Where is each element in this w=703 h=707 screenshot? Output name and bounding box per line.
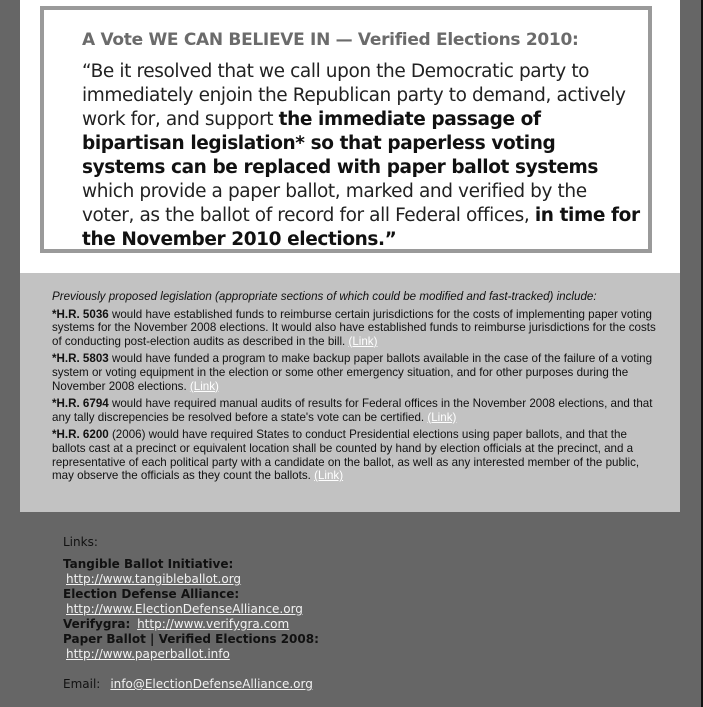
bill-item: *H.R. 5036 would have established funds to reimburse certain jurisdictions for the costs of implementing paper voting systems for the November 2008 elections. It would also have established funds to reimburse jurisdictions for the costs of conducting post-election audits as described in the bill. (Link): [52, 307, 656, 348]
email-label: Email:: [63, 677, 101, 691]
bill-item: *H.R. 5803 would have funded a program to make backup paper ballots available in the case of the failure of a voting system or voting equipment in the election or some other emergency situation, and for other purposes during the November 2008 elections. (Link): [52, 352, 653, 393]
link-url[interactable]: http://www.paperballot.info: [66, 647, 230, 661]
link-url[interactable]: http://www.tangibleballot.org: [66, 572, 242, 586]
link-org: Tangible Ballot Initiative:: [63, 557, 234, 571]
link-url[interactable]: http://www.verifygra.com: [137, 617, 290, 631]
bill-link[interactable]: (Link): [189, 379, 219, 393]
legislation-panel: [20, 273, 680, 512]
resolution-title: A Vote WE CAN BELIEVE IN — Verified Elections 2010:: [82, 30, 579, 50]
bill-link[interactable]: (Link): [314, 469, 344, 483]
resolution-text: “Be it resolved that we call upon the Democratic party to immediately enjoin the Republican party to demand, actively work for, and support the immediate passage of bipartisan legislation* so that paperless voting systems can be replaced with paper ballot systems which provide a paper ballot, marked and verified by the voter, as the ballot of record for all Federal offices, in time for the November 2010 elections.”: [82, 61, 640, 250]
bill-link[interactable]: (Link): [427, 410, 457, 424]
link-org: Verifygra:: [63, 617, 131, 631]
email-row: [63, 677, 313, 691]
bill-link[interactable]: (Link): [348, 334, 378, 348]
links-section: [63, 535, 319, 662]
link-org: Election Defense Alliance:: [63, 587, 240, 601]
link-org: Paper Ballot | Verified Elections 2008:: [63, 632, 319, 646]
links-label: Links:: [63, 535, 98, 549]
bill-item: *H.R. 6200 (2006) would have required States to conduct Presidential elections using paper ballots, and that the ballots cast at a precinct or equivalent location shall be counted by hand by election officials at the precinct, and a representative of each political party with a candidate on the ballot, as well as any interested member of the public, may observe the officials as they count the ballots. (Link): [52, 428, 640, 483]
resolution-box: [40, 6, 652, 253]
legislation-intro: Previously proposed legislation (appropriate sections of which could be modified and fast-tracked) include:: [52, 290, 597, 303]
bill-item: *H.R. 6794 would have required manual audits of results for Federal offices in the November 2008 elections, and that any tally discrepencies be resolved before a state's vote can be certified. (Link): [52, 397, 653, 424]
email-link[interactable]: info@ElectionDefenseAlliance.org: [110, 677, 313, 691]
link-url[interactable]: http://www.ElectionDefenseAlliance.org: [66, 602, 303, 616]
